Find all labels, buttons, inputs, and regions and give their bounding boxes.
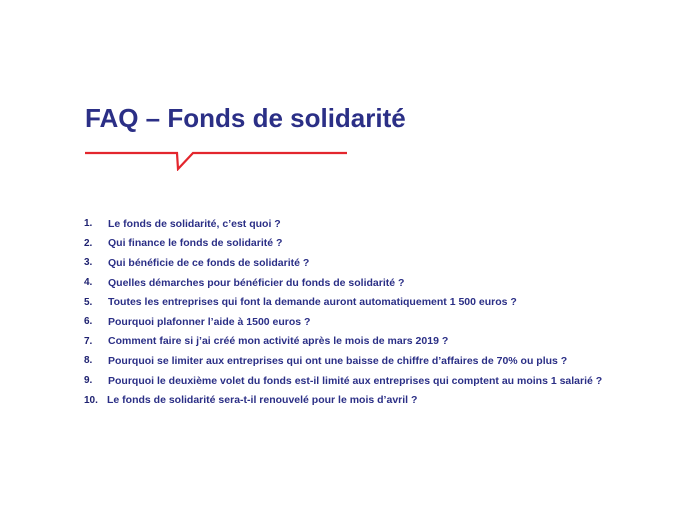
faq-number: 10. [84,394,98,406]
faq-item-5[interactable] [84,292,602,312]
faq-item-4[interactable] [84,273,602,293]
faq-item-9[interactable] [84,371,602,391]
faq-number: 1. [84,218,93,230]
faq-question-link[interactable]: Pourquoi le deuxième volet du fonds est-il limité aux entreprises qui comptent au moins 1 salarié ? [108,374,603,387]
faq-number: 7. [84,335,93,347]
faq-item-2[interactable] [84,234,602,254]
faq-item-3[interactable] [84,253,602,273]
faq-question-list [84,214,602,410]
faq-number: 8. [84,355,93,367]
faq-question-link[interactable]: Comment faire si j’ai créé mon activité après le mois de mars 2019 ? [108,335,449,348]
faq-item-8[interactable] [84,351,602,371]
faq-item-7[interactable] [84,332,602,352]
faq-number: 5. [84,296,93,308]
faq-question-link[interactable]: Le fonds de solidarité sera-t-il renouvelé pour le mois d’avril ? [107,394,418,407]
faq-question-link[interactable]: Qui finance le fonds de solidarité ? [108,237,283,250]
faq-question-link[interactable]: Pourquoi se limiter aux entreprises qui ont une baisse de chiffre d’affaires de 70% ou plus ? [108,354,568,367]
faq-item-6[interactable] [84,312,602,332]
speech-bubble-divider-line [85,147,347,171]
faq-number: 9. [84,375,93,387]
faq-item-10[interactable] [84,390,602,410]
faq-number: 4. [84,277,93,289]
faq-question-link[interactable]: Toutes les entreprises qui font la demande auront automatiquement 1 500 euros ? [108,296,517,309]
faq-number: 3. [84,257,93,269]
faq-question-link[interactable]: Le fonds de solidarité, c’est quoi ? [108,217,281,230]
page-title: FAQ – Fonds de solidarité [85,103,406,133]
faq-number: 2. [84,237,93,249]
faq-number: 6. [84,316,93,328]
faq-question-link[interactable]: Quelles démarches pour bénéficier du fonds de solidarité ? [108,276,405,289]
faq-question-link[interactable]: Qui bénéficie de ce fonds de solidarité ? [108,256,310,269]
faq-question-link[interactable]: Pourquoi plafonner l’aide à 1500 euros ? [108,315,311,328]
faq-item-1[interactable] [84,214,602,234]
